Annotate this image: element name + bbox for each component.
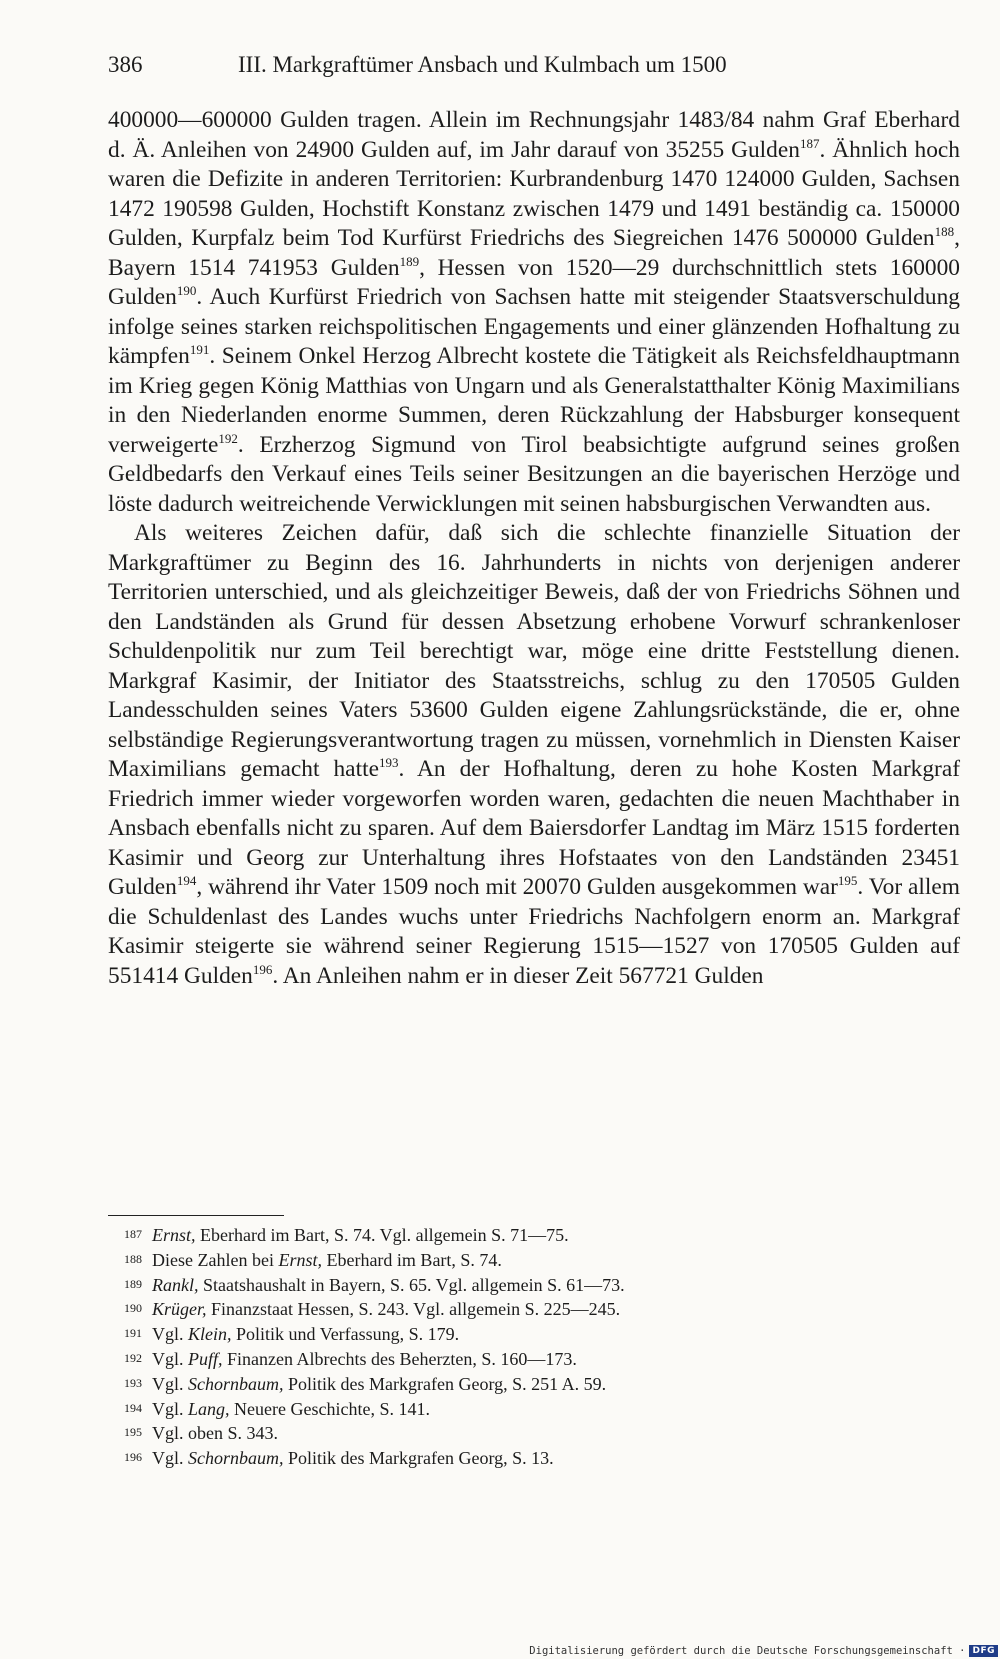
footnote-number: 191 (124, 1326, 142, 1341)
footnote-reference[interactable]: 195 (837, 873, 858, 889)
footnote-text: Politik und Verfassung, S. 179. (231, 1324, 460, 1345)
footnote-reference[interactable]: 193 (378, 755, 399, 771)
text-run: . Ähnlich hoch waren die Defizite in anderen Territorien: Kurbrandenburg 1470 124000 Gulden, Sachsen 1472 190598 Gulden, Hochstift Konstanz zwischen 1479 und 1491 beständig ca. 150000 Gulden, Kurpfalz beim Tod Kurfürst Friedrichs des Siegreichen 1476 500000 Gulden (108, 136, 961, 251)
footnote-reference[interactable]: 187 (799, 135, 820, 151)
footnote-text: Neuere Geschichte, S. 141. (229, 1398, 430, 1419)
running-header (108, 50, 978, 80)
footnote-prefix: Vgl. (152, 1448, 188, 1469)
footnote-number: 194 (124, 1400, 142, 1415)
text-run: . Vor allem die Schuldenlast des Landes wuchs unter Friedrichs Nachfolgern enorm an. Markgraf Kasimir steigerte sie während seiner Regierung 1515—1527 von 170505 Gulden auf 551414 Gulden (108, 874, 961, 989)
footnote-author: Ernst, (278, 1249, 322, 1270)
footnote-author: Schornbaum, (188, 1373, 284, 1394)
footnote-text: Eberhard im Bart, S. 74. (321, 1249, 502, 1270)
footnote (124, 1297, 964, 1322)
footnote-reference[interactable]: 194 (176, 873, 197, 889)
footnote-prefix: Vgl. oben S. 343. (152, 1423, 278, 1444)
footnote-text: Finanzen Albrechts des Beherzten, S. 160—173. (222, 1348, 577, 1369)
footnote-number: 188 (124, 1251, 142, 1266)
footnotes (124, 1223, 964, 1471)
footnote (124, 1248, 964, 1273)
footnote-prefix: Diese Zahlen bei (152, 1249, 279, 1270)
body-text (108, 106, 960, 991)
text-run: . Erzherzog Sigmund von Tirol beabsichtigte aufgrund seines großen Geldbedarfs den Verkauf eines Teils seiner Besitzungen an die bayerischen Herzöge und löste dadurch weitreichende Verwicklungen mit seinen habsburgischen Verwandten aus. (108, 431, 960, 517)
footnote-text: Staatshaushalt in Bayern, S. 65. Vgl. allgemein S. 61—73. (198, 1274, 625, 1295)
footnote-number: 196 (124, 1450, 142, 1465)
footnote-text: Politik des Markgrafen Georg, S. 251 A. 59. (283, 1373, 607, 1394)
text-run: 400000—600000 Gulden tragen. Allein im Rechnungsjahr 1483/84 nahm Graf Eberhard d. Ä. Anleihen von 24900 Gulden auf, im Jahr darauf von 35255 Gulden (108, 107, 960, 163)
footnote-prefix: Vgl. (152, 1348, 188, 1369)
footnote-reference[interactable]: 188 (934, 224, 955, 240)
footnote-prefix: Vgl. (152, 1398, 188, 1419)
footnote-separator (108, 1215, 284, 1216)
footnote (124, 1372, 964, 1397)
digitization-banner (529, 1645, 998, 1657)
footnote-reference[interactable]: 196 (252, 961, 273, 977)
footnote-number: 190 (124, 1301, 142, 1316)
text-run: . An der Hofhaltung, deren zu hohe Kosten Markgraf Friedrich immer wieder vorgeworfen worden waren, gedachten die neuen Machthaber in Ansbach ebenfalls nicht zu sparen. Auf dem Baiersdorfer Landtag im März 1515 forderten Kasimir und Georg zur Unterhaltung ihres Hofstaates von den Landständen 23451 Gulden (108, 756, 960, 900)
footnote-number: 195 (124, 1425, 142, 1440)
footnote-reference[interactable]: 191 (189, 342, 210, 358)
footnote-author: Schornbaum, (188, 1448, 284, 1469)
text-run: , Bayern 1514 741953 Gulden (108, 225, 960, 281)
dfg-logo: DFG (969, 1645, 998, 1657)
text-run: , während ihr Vater 1509 noch mit 20070 Gulden ausgekommen war (196, 874, 838, 900)
footnote (124, 1446, 964, 1471)
footnote-reference[interactable]: 189 (399, 253, 420, 269)
footnote-author: Ernst, (152, 1225, 196, 1245)
footnote (124, 1273, 964, 1298)
body-paragraph (108, 106, 960, 519)
text-run: . Seinem Onkel Herzog Albrecht kostete die Tätigkeit als Reichsfeldhauptmann im Krieg gegen König Matthias von Ungarn und als Generalstatthalter König Maximilians in den Niederlanden enorme Summen, deren Rückzahlung der Habsburger konsequent verweigerte (108, 343, 960, 458)
footnote-author: Lang, (188, 1398, 230, 1419)
footnote (124, 1223, 964, 1248)
footnote-text: Politik des Markgrafen Georg, S. 13. (283, 1448, 554, 1469)
footnote-number: 187 (124, 1227, 142, 1241)
footnote-text: Eberhard im Bart, S. 74. Vgl. allgemein S. 71—75. (195, 1225, 569, 1245)
footnote-reference[interactable]: 192 (218, 430, 238, 446)
body-paragraph (108, 519, 960, 991)
footnote (124, 1397, 964, 1422)
footnote (124, 1347, 964, 1372)
running-title: III. Markgraftümer Ansbach und Kulmbach um 1500 (238, 52, 727, 77)
footnote-prefix: Vgl. (152, 1324, 188, 1345)
footnote-prefix: Vgl. (152, 1373, 188, 1394)
text-run: . An Anleihen nahm er in dieser Zeit 567721 Gulden (272, 962, 764, 989)
footnote-author: Klein, (188, 1324, 232, 1345)
footnote-author: Puff, (188, 1348, 223, 1369)
footnote-number: 193 (124, 1375, 142, 1390)
text-run: Als weiteres Zeichen dafür, daß sich die schlechte finanzielle Situation der Markgraftümer zu Beginn des 16. Jahrhunderts in nichts von derjenigen anderer Territorien unterschied, und als gleichzeitiger Beweis, daß der von Friedrichs Söhnen und den Landständen als Grund für dessen Absetzung erhobene Vorwurf schrankenloser Schuldenpolitik nur zum Teil berechtigt war, möge eine dritte Feststellung dienen. Markgraf Kasimir, der Initiator des Staatsstreichs, schlug zu den 170505 Gulden Landesschulden seines Vaters 53600 Gulden eigene Zahlungsrückstände, die er, ohne selbständige Regierungsverantwortung tragen zu müssen, vornehmlich in Diensten Kaiser Maximilians gemacht hatte (108, 520, 960, 782)
text-run: , Hessen von 1520—29 durchschnittlich stets 160000 Gulden (108, 254, 960, 310)
digitization-notice: Digitalisierung gefördert durch die Deutsche Forschungsgemeinschaft · (529, 1645, 966, 1657)
footnote-reference[interactable]: 190 (176, 283, 197, 299)
page-number: 386 (108, 52, 143, 77)
footnote (124, 1421, 964, 1446)
footnote-text: Finanzstaat Hessen, S. 243. Vgl. allgemein S. 225—245. (206, 1299, 621, 1320)
text-run: . Auch Kurfürst Friedrich von Sachsen hatte mit steigender Staatsverschuldung infolge seines starken reichspolitischen Engagements und einer glänzenden Hofhaltung zu kämpfen (108, 284, 960, 369)
footnote-number: 189 (124, 1276, 142, 1291)
footnote-author: Krüger, (152, 1299, 207, 1320)
footnote (124, 1322, 964, 1347)
footnote-number: 192 (124, 1350, 142, 1365)
footnote-author: Rankl, (152, 1274, 199, 1295)
